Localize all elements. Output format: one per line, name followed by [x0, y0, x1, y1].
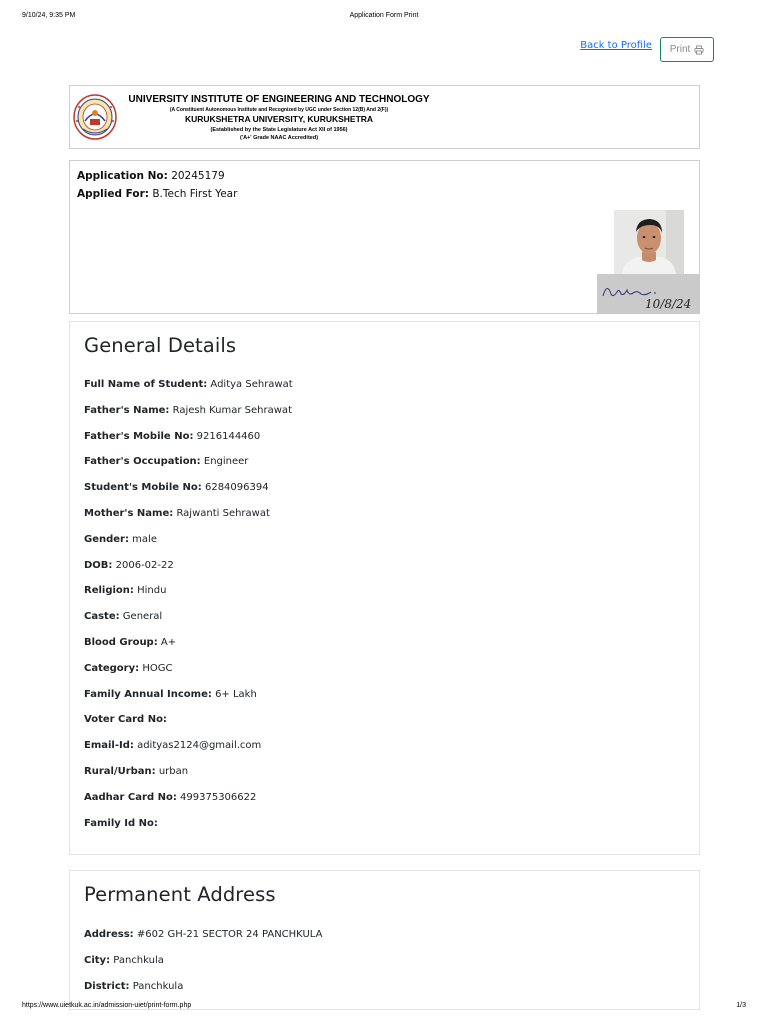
field-value: General	[122, 611, 163, 623]
printer-icon	[694, 45, 704, 55]
field-value: #602 GH-21 SECTOR 24 PANCHKULA	[136, 929, 323, 940]
field-row	[84, 689, 257, 700]
field-label: Aadhar Card No:	[84, 791, 177, 803]
field-row	[84, 405, 292, 416]
field-value: 2006-02-22	[115, 559, 174, 571]
field-row	[84, 714, 167, 725]
field-row	[84, 637, 176, 648]
field-value: HOGC	[142, 662, 173, 674]
print-button[interactable]	[660, 37, 714, 62]
institute-constituent: (A Constituent Autonomous Institute and Recognized by UGC under Section 12(B) And 2(F))	[169, 107, 389, 113]
field-value: Hindu	[137, 585, 167, 597]
general-details-card	[69, 321, 700, 855]
field-row	[84, 818, 158, 829]
field-value: urban	[158, 766, 189, 777]
field-label: Voter Card No:	[84, 714, 167, 726]
field-label: Full Name of Student:	[84, 379, 208, 390]
field-row	[84, 981, 183, 992]
university-logo-icon	[73, 93, 117, 141]
field-value: Rajwanti Sehrawat	[176, 508, 270, 519]
student-photo-image	[614, 210, 684, 274]
back-to-profile-link[interactable]: Back to Profile	[580, 40, 652, 51]
field-value: Aditya Sehrawat	[210, 379, 293, 390]
field-value: adityas2124@gmail.com	[137, 740, 262, 752]
print-button-label: Print	[669, 44, 691, 55]
field-value: Panchkula	[132, 980, 184, 992]
field-value: 9216144460	[196, 430, 261, 442]
university-name: KURUKSHETRA UNIVERSITY, KURUKSHETRA	[184, 114, 374, 124]
general-details-heading: General Details	[84, 334, 237, 357]
field-value: 6+ Lakh	[215, 688, 257, 700]
field-value: Panchkula	[113, 954, 164, 966]
page-number: 1/3	[736, 1002, 746, 1009]
field-label: Address:	[84, 929, 134, 940]
field-label: Category:	[84, 662, 140, 674]
institute-name: UNIVERSITY INSTITUTE OF ENGINEERING AND TECHNOLOGY	[128, 94, 430, 105]
university-established: (Established by the State Legislature Act XII of 1956)	[210, 127, 348, 133]
applied-for: Applied For: B.Tech First Year	[77, 188, 238, 200]
field-label: Family Annual Income:	[84, 688, 212, 700]
field-value: A+	[160, 637, 177, 648]
field-label: DOB:	[84, 559, 113, 571]
print-header	[0, 12, 768, 24]
student-photo	[614, 210, 684, 274]
field-label: Father's Name:	[84, 404, 170, 416]
field-label: Mother's Name:	[84, 508, 174, 519]
signature-date: 10/8/24	[645, 297, 692, 311]
naac-grade: ('A+' Grade NAAC Accredited)	[239, 135, 319, 141]
field-row	[84, 740, 261, 751]
field-label: Student's Mobile No:	[84, 482, 202, 494]
field-label: District:	[84, 980, 130, 992]
field-row	[84, 955, 164, 966]
application-box	[69, 160, 700, 314]
field-label: Family Id No:	[84, 817, 158, 829]
field-value: Rajesh Kumar Sehrawat	[172, 404, 292, 416]
print-url: https://www.uietkuk.ac.in/admission-uiet/print-form.php	[22, 1002, 192, 1009]
field-value: Engineer	[203, 456, 249, 468]
field-row	[84, 379, 293, 390]
field-row	[84, 611, 162, 622]
field-label: Father's Occupation:	[84, 456, 201, 468]
field-row	[84, 456, 248, 467]
signature-image	[597, 274, 700, 314]
field-label: Blood Group:	[84, 637, 158, 648]
field-label: Religion:	[84, 585, 134, 597]
field-row	[84, 585, 166, 596]
field-row	[84, 508, 270, 519]
field-row	[84, 929, 322, 940]
print-footer	[0, 1002, 768, 1014]
field-value: 499375306622	[180, 791, 257, 803]
field-row	[84, 792, 256, 803]
application-number: Application No: 20245179	[77, 170, 225, 182]
field-label: Gender:	[84, 533, 129, 545]
field-row	[84, 482, 269, 493]
field-value: male	[132, 533, 157, 545]
field-label: Caste:	[84, 611, 120, 623]
field-row	[84, 766, 188, 777]
field-row	[84, 534, 157, 545]
field-label: Rural/Urban:	[84, 766, 156, 777]
student-signature	[597, 274, 700, 314]
field-row	[84, 431, 260, 442]
field-row	[84, 663, 172, 674]
field-label: City:	[84, 954, 111, 966]
print-date: 9/10/24, 9:35 PM	[22, 12, 76, 19]
institute-header	[69, 85, 700, 149]
field-label: Email-Id:	[84, 740, 134, 752]
field-label: Father's Mobile No:	[84, 430, 194, 442]
permanent-address-card	[69, 870, 700, 1010]
top-actions	[580, 37, 714, 62]
field-row	[84, 560, 174, 571]
field-value: 6284096394	[204, 482, 269, 494]
permanent-address-heading: Permanent Address	[84, 883, 276, 906]
print-title: Application Form Print	[349, 12, 419, 19]
